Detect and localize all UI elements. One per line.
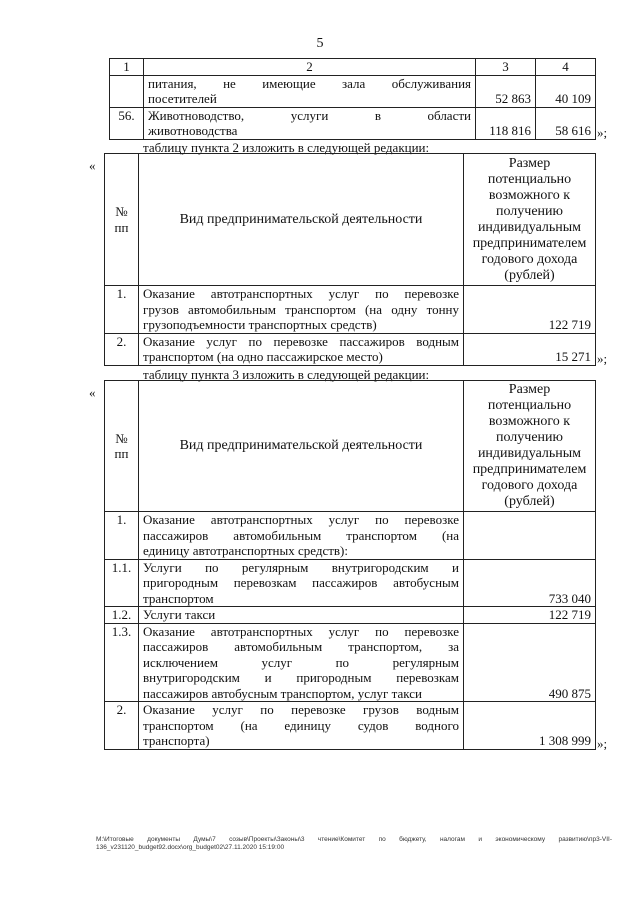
- table-row: [105, 702, 596, 750]
- text-line: животноводства: [148, 123, 238, 138]
- text-line: Оказание автотранспортных услуг по перевозке: [143, 286, 459, 301]
- row-number: 1.: [105, 512, 139, 560]
- end-quote-mark: »;: [597, 125, 608, 140]
- text-line: пригородным перевозкам пассажиров автобусным: [143, 575, 459, 590]
- text-line: Оказание услуг по перевозке пассажиров водным: [143, 333, 459, 349]
- table-row: [105, 607, 596, 624]
- header-num: № пп: [105, 154, 139, 286]
- row-value: 40 109: [536, 75, 596, 107]
- row-number: 1.: [105, 286, 139, 334]
- row-value: 58 616: [536, 107, 596, 139]
- header-cell: 1: [110, 59, 144, 76]
- table-row: [105, 512, 596, 560]
- row-number: 1.1.: [105, 559, 139, 607]
- row-number: 56.: [110, 107, 144, 139]
- table-header-row: [110, 59, 596, 76]
- table-header-row: [105, 154, 596, 286]
- text-line: пассажиров автобусным транспортом, услуг такси: [143, 685, 422, 701]
- text-line: грузоподъемности транспортных средств): [143, 317, 377, 332]
- text-line: пассажиров автомобильным транспортом, за: [143, 639, 459, 654]
- row-value: 118 816: [476, 107, 536, 139]
- row-number: 2.: [105, 702, 139, 750]
- text-line: посетителей: [148, 91, 217, 106]
- row-name: [139, 512, 464, 560]
- text-line: исключением услуг по регулярным: [143, 654, 459, 670]
- table-row: [110, 75, 596, 107]
- header-kind: Вид предпринимательской деятельности: [139, 154, 464, 286]
- text-line: пассажиров автомобильным транспортом (на: [143, 527, 459, 543]
- table-point-2: [104, 153, 596, 366]
- text-line: Оказание автотранспортных услуг по перевозке: [143, 623, 459, 639]
- row-name: [139, 286, 464, 334]
- end-quote-mark: »;: [597, 736, 608, 751]
- header-cell: 2: [144, 59, 476, 76]
- text-line: Оказание услуг по перевозке грузов водным: [143, 702, 459, 717]
- end-quote-mark: »;: [597, 351, 608, 366]
- row-value: 52 863: [476, 75, 536, 107]
- row-number: 1.3.: [105, 623, 139, 702]
- table-header-row: [105, 381, 596, 512]
- text-line: внутригородским и пригородным перевозкам: [143, 670, 459, 685]
- page-number: 5: [316, 36, 324, 51]
- intro-text-2: таблицу пункта 2 изложить в следующей редакции:: [143, 140, 430, 155]
- footer-line: M:\Итоговые документы Думы\7 созыв\Проекты\Законы\3 чтение\Комитет по бюджету, налогам и экономическому развитию\пр3-VII-: [96, 836, 612, 843]
- intro-text-3: таблицу пункта 3 изложить в следующей редакции:: [143, 367, 430, 382]
- row-value: [464, 512, 596, 560]
- text-line: единицу автотранспортных средств):: [143, 543, 348, 558]
- row-value: 733 040: [464, 559, 596, 607]
- row-name: [144, 75, 476, 107]
- row-name: [139, 702, 464, 750]
- text-line: транспорта): [143, 733, 210, 748]
- header-size: Размер потенциально возможного к получению индивидуальным предпринимателем годового дохода (рублей): [464, 381, 596, 512]
- row-value: 15 271: [464, 333, 596, 365]
- footer-line: 136_v231120_budget92.docx\org_budget02\27.11.2020 15:19:00: [96, 844, 285, 851]
- row-number: [110, 75, 144, 107]
- header-kind: Вид предпринимательской деятельности: [139, 381, 464, 512]
- text-line: Услуги такси: [143, 607, 216, 622]
- row-value: 122 719: [464, 607, 596, 624]
- table-continuation: [109, 58, 596, 140]
- table-row: [105, 559, 596, 607]
- table-row: [105, 286, 596, 334]
- row-name: [144, 107, 476, 139]
- text-line: Животноводство, услуги в области: [148, 107, 471, 123]
- text-line: питания, не имеющие зала обслуживания: [148, 75, 471, 91]
- header-cell: 3: [476, 59, 536, 76]
- text-line: Оказание автотранспортных услуг по перевозке: [143, 512, 459, 527]
- text-line: Услуги по регулярным внутригородским и: [143, 559, 459, 575]
- header-cell: 4: [536, 59, 596, 76]
- row-value: 1 308 999: [464, 702, 596, 750]
- table-row: [110, 107, 596, 139]
- open-quote-mark: «: [89, 385, 96, 400]
- text-line: транспортом: [143, 590, 214, 606]
- row-value: 122 719: [464, 286, 596, 334]
- row-number: 1.2.: [105, 607, 139, 624]
- row-name: [139, 559, 464, 607]
- text-line: транспортом (на единицу судов водного: [143, 717, 459, 733]
- row-value: 490 875: [464, 623, 596, 702]
- header-num: № пп: [105, 381, 139, 512]
- row-name: [139, 623, 464, 702]
- text-line: транспортом (на одно пассажирское место): [143, 349, 383, 364]
- table-row: [105, 623, 596, 702]
- row-name: [139, 607, 464, 624]
- header-size: Размер потенциально возможного к получению индивидуальным предпринимателем годового дохода (рублей): [464, 154, 596, 286]
- table-point-3: [104, 380, 596, 750]
- text-line: грузов автомобильным транспортом (на одну тонну: [143, 301, 459, 317]
- table-row: [105, 333, 596, 365]
- document-path-footer: [96, 836, 612, 852]
- row-number: 2.: [105, 333, 139, 365]
- row-name: [139, 333, 464, 365]
- open-quote-mark: «: [89, 158, 96, 173]
